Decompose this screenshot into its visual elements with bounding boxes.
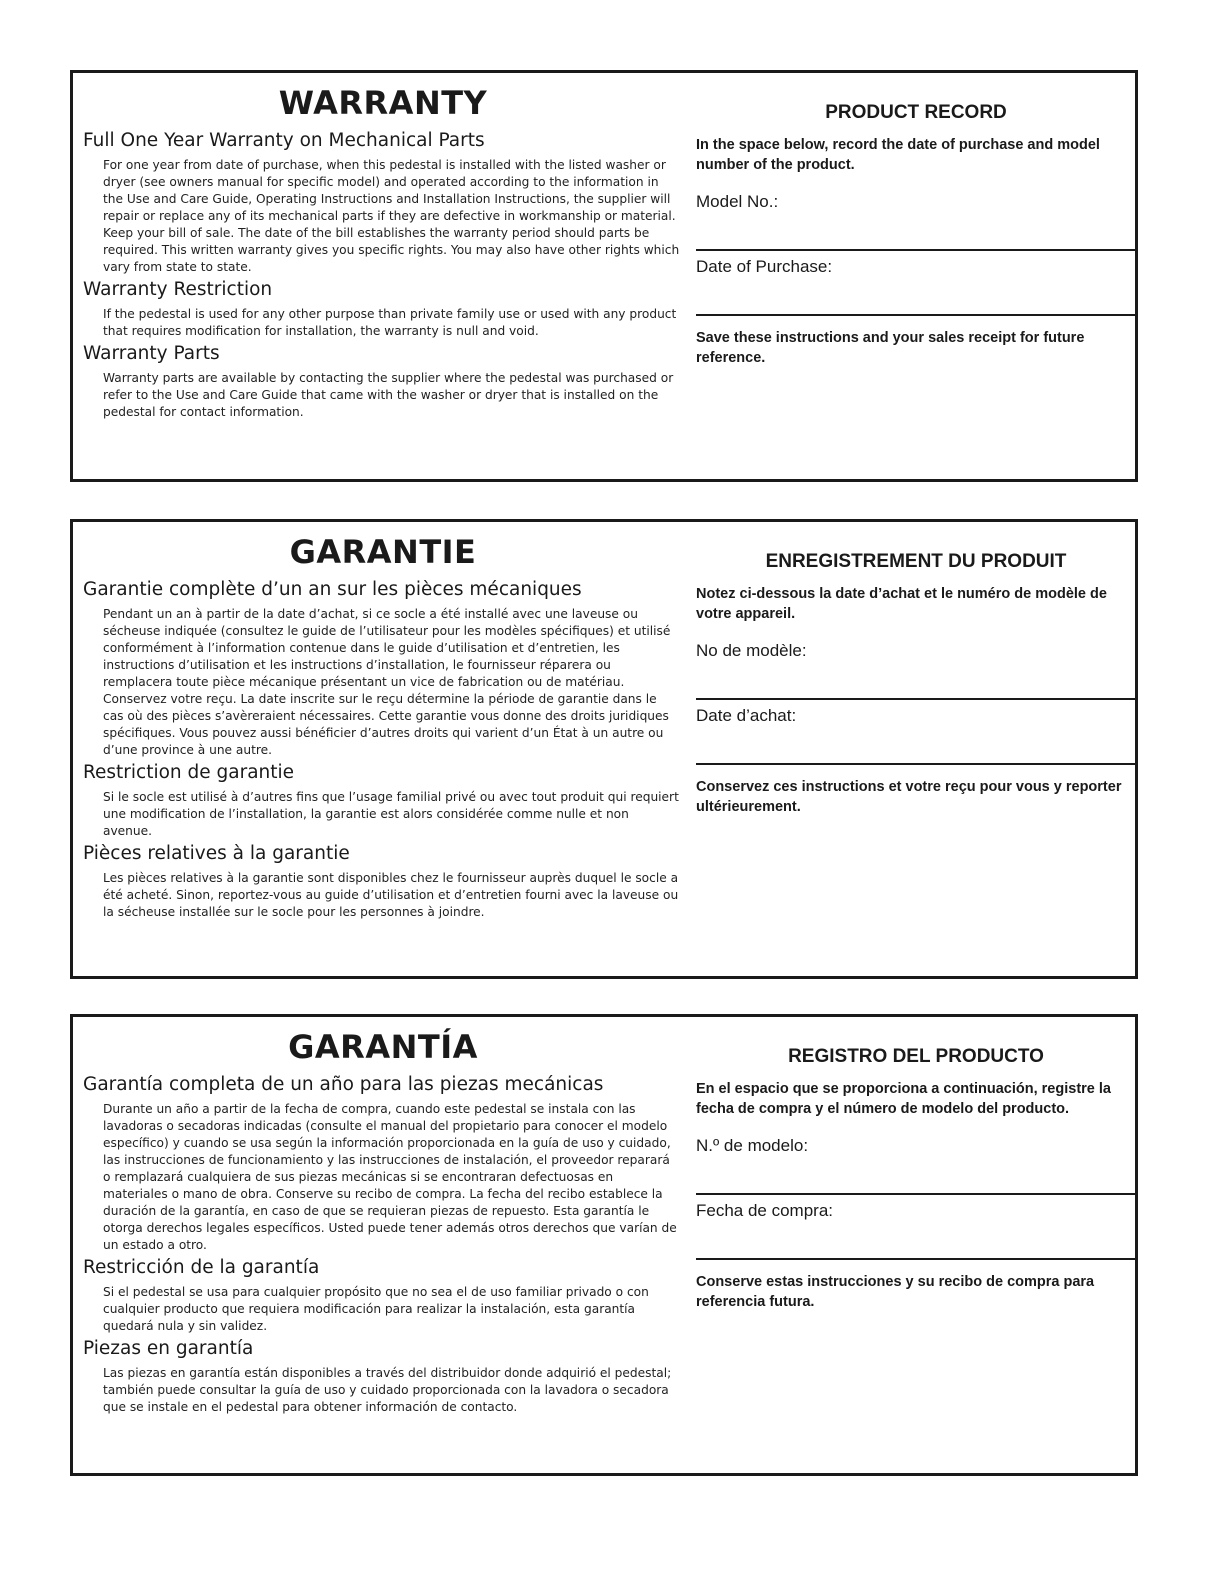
section-heading: Piezas en garantía — [83, 1338, 254, 1359]
product-record-heading: REGISTRO DEL PRODUCTO — [788, 1046, 1044, 1067]
date-of-purchase-entry-line — [696, 314, 1136, 316]
warranty-panel-french — [70, 519, 1138, 979]
date-of-purchase-label: Fecha de compra: — [696, 1201, 834, 1220]
section-heading: Garantía completa de un año para las piezas mecánicas — [83, 1074, 604, 1095]
warranty-section — [83, 1256, 683, 1335]
warranty-title: GARANTIE — [289, 533, 477, 571]
section-text: Warranty parts are available by contacting the supplier where the pedestal was purchased or refer to the Use and Care Guide that came with the washer or dryer that is installed on the pedestal for contact information. — [103, 371, 674, 419]
section-text: For one year from date of purchase, when this pedestal is installed with the listed washer or dryer (see owners manual for specific model) and operated according to the information in the Use and Care Guide, Operating Instructions and Installation Instructions, the supplier will repair or replace any of its mechanical parts if they are defective in workmanship or material. Keep your bill of sale. The date of the bill establishes the warranty period should parts be required. This written warranty gives you specific rights. You may also have other rights which vary from state to state. — [103, 158, 680, 274]
model-number-entry-line — [696, 698, 1136, 700]
section-text: Pendant un an à partir de la date d’achat, si ce socle a été installé avec une laveuse ou sécheuse indiquée (consultez le guide de l’utilisateur pour les modèles spécifiques) et utilisé conformément à l’information contenue dans le guide d’utilisation et d’entretien, les instructions d’utilisation et les instructions d’installation, le fournisseur réparera ou remplacera toute pièce mécanique présentant un vice de fabrication ou de matériau. Conservez votre reçu. La date inscrite sur le reçu détermine la période de garantie dans le cas où des pièces s’avèreraient nécessaires. Cette garantie vous donne des droits juridiques spécifiques. Vous pouvez aussi bénéficier d’autres droits qui varient d’un État à un autre ou d’une province à une autre. — [103, 607, 671, 757]
warranty-title: WARRANTY — [278, 84, 488, 122]
section-heading: Full One Year Warranty on Mechanical Parts — [83, 130, 485, 151]
warranty-section — [83, 129, 683, 276]
warranty-section — [83, 1337, 683, 1416]
warranty-text-column — [83, 1027, 683, 1418]
section-heading: Warranty Parts — [83, 343, 220, 364]
warranty-text-column — [83, 83, 683, 423]
section-heading: Warranty Restriction — [83, 279, 273, 300]
section-text: Las piezas en garantía están disponibles a través del distribuidor donde adquirió el pedestal; también puede consultar la guía de uso y cuidado proporcionada con la lavadora o secadora que se instale en el pedestal para obtener información de contacto. — [103, 1366, 672, 1414]
model-number-label: Model No.: — [696, 192, 779, 211]
product-record-column — [696, 1045, 1136, 1312]
warranty-section — [83, 1073, 683, 1254]
section-heading: Pièces relatives à la garantie — [83, 843, 350, 864]
date-of-purchase-label: Date of Purchase: — [696, 257, 833, 276]
warranty-section — [83, 342, 683, 421]
section-heading: Garantie complète d’un an sur les pièces mécaniques — [83, 579, 582, 600]
date-of-purchase-entry-line — [696, 763, 1136, 765]
warranty-panel-spanish — [70, 1014, 1138, 1476]
product-record-heading: PRODUCT RECORD — [825, 102, 1007, 123]
model-number-entry-line — [696, 249, 1136, 251]
section-text: Durante un año a partir de la fecha de compra, cuando este pedestal se instala con las lavadoras o secadoras indicadas (consulte el manual del propietario para conocer el modelo específico) y cuando se usa según la información proporcionada en la guía de uso y cuidado, las instrucciones de funcionamiento y las instrucciones de instalación, el proveedor reparará o remplazará cualquiera de sus piezas mecánicas si se encontraran defectuosas en materiales o mano de obra. Conserve su recibo de compra. La fecha del recibo establece la duración de la garantía, en caso de que se requieran piezas de repuesto. Esta garantía le otorga derechos legales específicos. Usted puede tener además otros derechos que varían de un estado a otro. — [103, 1102, 677, 1252]
model-number-label: No de modèle: — [696, 641, 807, 660]
warranty-section — [83, 842, 683, 921]
product-record-column — [696, 550, 1136, 817]
model-number-entry-line — [696, 1193, 1136, 1195]
save-instructions-note: Conservez ces instructions et votre reçu pour vous y reporter ultérieurement. — [696, 779, 1122, 815]
warranty-panel-english — [70, 70, 1138, 482]
save-instructions-note: Save these instructions and your sales receipt for future reference. — [696, 330, 1085, 366]
product-record-column — [696, 101, 1136, 368]
product-record-intro: Notez ci-dessous la date d’achat et le numéro de modèle de votre appareil. — [696, 586, 1107, 622]
model-number-label: N.º de modelo: — [696, 1136, 809, 1155]
product-record-heading: ENREGISTREMENT DU PRODUIT — [765, 551, 1067, 572]
warranty-section — [83, 278, 683, 340]
product-record-intro: In the space below, record the date of purchase and model number of the product. — [696, 137, 1100, 173]
product-record-intro: En el espacio que se proporciona a continuación, registre la fecha de compra y el número de modelo del producto. — [696, 1081, 1111, 1117]
save-instructions-note: Conserve estas instrucciones y su recibo de compra para referencia futura. — [696, 1274, 1095, 1310]
section-text: Si el pedestal se usa para cualquier propósito que no sea el de uso familiar privado o con cualquier producto que requiera modificación para realizar la instalación, esta garantía quedará nula y sin validez. — [103, 1285, 649, 1333]
date-of-purchase-label: Date d’achat: — [696, 706, 797, 725]
date-of-purchase-entry-line — [696, 1258, 1136, 1260]
warranty-section — [83, 761, 683, 840]
section-text: Les pièces relatives à la garantie sont disponibles chez le fournisseur auprès duquel le socle a été acheté. Sinon, reportez-vous au guide d’utilisation et d’entretien fourni avec la laveuse ou la sécheuse installée sur le socle pour les personnes à joindre. — [103, 871, 679, 919]
section-text: If the pedestal is used for any other purpose than private family use or used with any product that requires modification for installation, the warranty is null and void. — [103, 307, 677, 338]
section-heading: Restricción de la garantía — [83, 1257, 320, 1278]
warranty-section — [83, 578, 683, 759]
warranty-text-column — [83, 532, 683, 923]
warranty-title: GARANTÍA — [288, 1028, 478, 1066]
section-text: Si le socle est utilisé à d’autres fins que l’usage familial privé ou avec tout produit qui requiert une modification de l’installation, la garantie est alors considérée comme nulle et non avenue. — [103, 790, 679, 838]
section-heading: Restriction de garantie — [83, 762, 295, 783]
